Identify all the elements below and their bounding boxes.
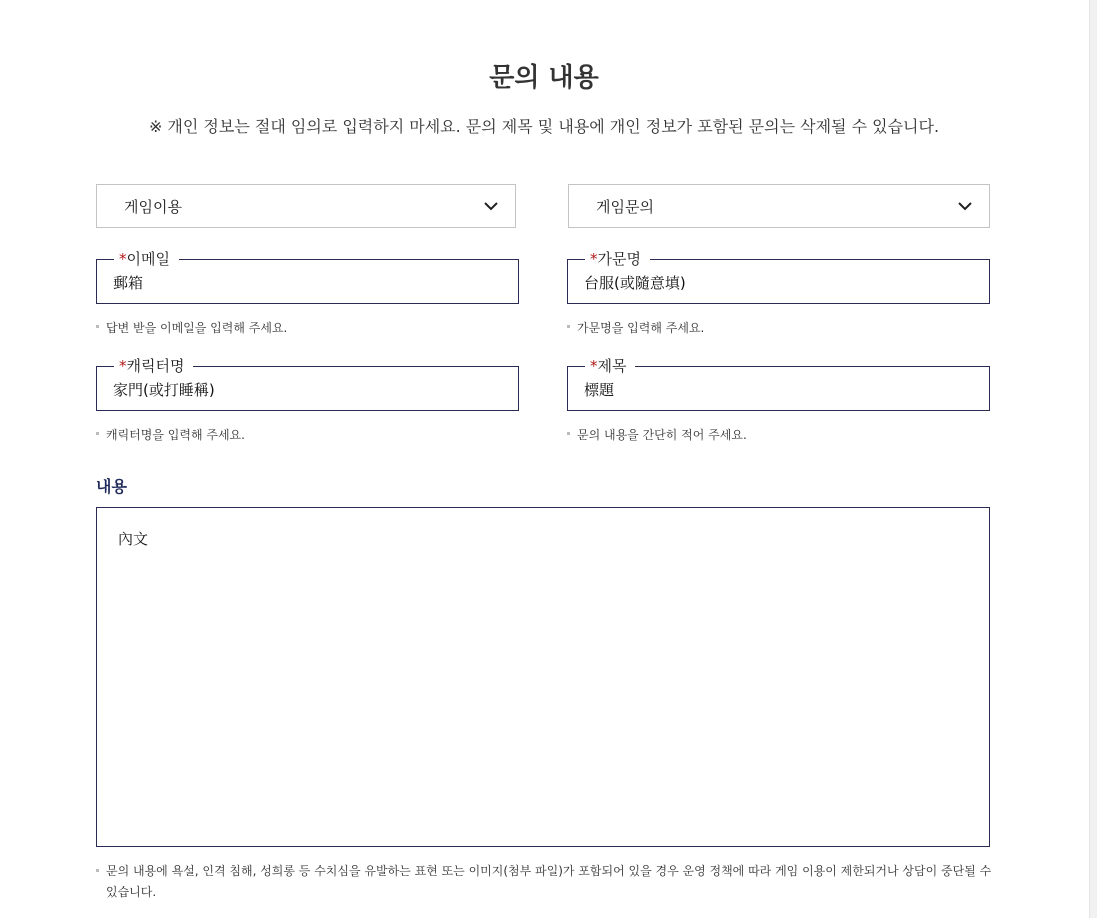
bullet-dot: [96, 325, 99, 328]
bullet-dot: [96, 869, 99, 872]
character-name-help-label: 캐릭터명을 입력해 주세요.: [106, 428, 245, 442]
required-mark: *: [590, 250, 598, 268]
subject-input-value[interactable]: 標題: [584, 381, 615, 399]
content-textarea-value[interactable]: 內文: [118, 530, 149, 548]
subject-field[interactable]: [567, 357, 990, 411]
family-name-label-text: 가문명: [597, 250, 641, 268]
character-name-field-label: [114, 356, 193, 376]
page-scrollbar[interactable]: [1089, 0, 1097, 918]
subcategory-select-value: 게임문의: [596, 197, 654, 216]
content-policy-note-text: 문의 내용에 욕설, 인격 침해, 성희롱 등 수치심을 유발하는 표현 또는 이미지(첨부 파일)가 포함되어 있을 경우 운영 정책에 따라 게임 이용이 제한되거나 상담이 중단될 수 있습니다.: [106, 864, 992, 899]
subject-help-label: 문의 내용을 간단히 적어 주세요.: [577, 428, 747, 442]
required-mark: *: [590, 357, 598, 375]
chevron-down-icon: [957, 200, 973, 212]
required-mark: *: [119, 250, 127, 268]
category-select[interactable]: [96, 184, 516, 228]
email-help-text: [96, 319, 287, 336]
bullet-dot: [567, 432, 570, 435]
character-name-field[interactable]: [96, 357, 519, 411]
family-name-field[interactable]: [567, 250, 990, 304]
page-title: 문의 내용: [489, 63, 599, 93]
character-name-label-text: 캐릭터명: [126, 357, 185, 375]
email-input-value[interactable]: 郵箱: [113, 274, 144, 292]
subject-label-text: 제목: [597, 357, 627, 375]
category-select-value: 게임이용: [124, 197, 182, 216]
privacy-notice: ※ 개인 정보는 절대 임의로 입력하지 마세요. 문의 제목 및 내용에 개인 정보가 포함된 문의는 삭제될 수 있습니다.: [148, 117, 940, 136]
chevron-down-icon: [483, 200, 499, 212]
email-help-label: 답변 받을 이메일을 입력해 주세요.: [106, 321, 288, 335]
bullet-dot: [96, 432, 99, 435]
family-name-help-label: 가문명을 입력해 주세요.: [577, 321, 705, 335]
content-section-label: 내용: [96, 477, 127, 496]
required-mark: *: [119, 357, 127, 375]
family-name-field-label: [585, 249, 650, 269]
family-name-input-value[interactable]: 台服(或隨意填): [584, 274, 686, 292]
content-policy-note: [96, 861, 992, 903]
subject-help-text: [567, 426, 747, 443]
email-field-label: [114, 249, 179, 269]
character-name-input-value[interactable]: 家門(或打睡稱): [113, 381, 215, 399]
subcategory-select[interactable]: [568, 184, 990, 228]
email-label-text: 이메일: [126, 250, 170, 268]
bullet-dot: [567, 325, 570, 328]
email-field[interactable]: [96, 250, 519, 304]
family-name-help-text: [567, 319, 704, 336]
content-textarea[interactable]: [96, 507, 990, 847]
subject-field-label: [585, 356, 635, 376]
character-name-help-text: [96, 426, 245, 443]
